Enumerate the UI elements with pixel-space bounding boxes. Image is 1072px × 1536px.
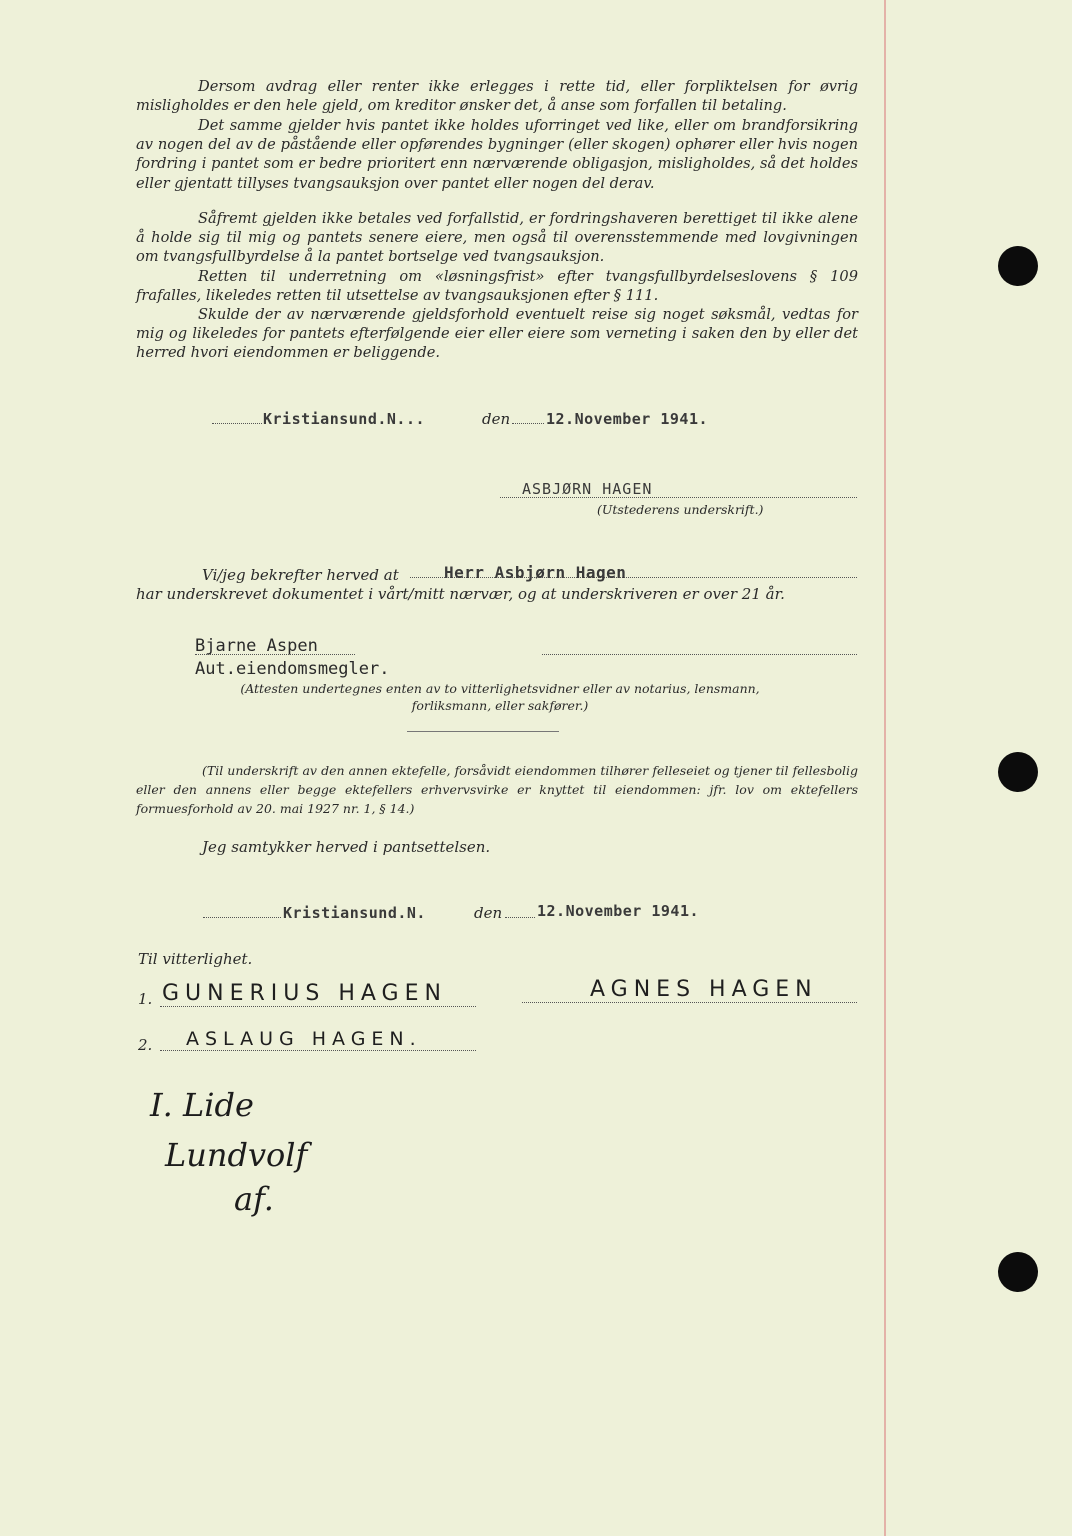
witness-1-number: 1. <box>138 990 153 1008</box>
handwritten-annotation: I. Lide <box>150 1086 254 1124</box>
spouse-date: 12.November 1941. <box>537 902 700 920</box>
clause-default: Dersom avdrag eller renter ikke erlegges i rette tid, eller forpliktelsen for øvrig misligholdes er den hele gjeld, om kreditor ønsker det, å anse som forfallen til betaling. <box>136 78 858 115</box>
spouse-consent: Jeg samtykker herved i pantsettelsen. <box>202 838 491 856</box>
attestation-statement: har underskrevet dokumentet i vårt/mitt nærvær, og at underskriveren er over 21 år. <box>136 585 785 603</box>
issuance-den-label: den <box>482 410 511 428</box>
clause-venue: Skulde der av nærværende gjeldsforhold eventuelt reise sig noget søksmål, vedtas for mig og likeledes for pantets efterfølgende eier eller eiere som verneting i saken den by eller det herred hvori eiendommen er beliggende. <box>136 306 858 362</box>
attestation-note: (Attesten undertegnes enten av to vitterlighetsvidner eller av notarius, lensmann, forliksmann, eller sakfører.) <box>240 681 760 713</box>
dotted-line <box>160 1050 476 1051</box>
witness-name: Bjarne Aspen <box>195 636 318 656</box>
dotted-line <box>203 917 281 918</box>
signature-line <box>522 1002 857 1003</box>
clause-redemption: Retten til underretning om «løsningsfrist» efter tvangsfullbyrdelseslovens § 109 frafalles, likeledes retten til utsettelse av tvangsauksjonen efter § 111. <box>136 268 858 305</box>
witness-2-number: 2. <box>138 1036 153 1054</box>
witness-label: Til vitterlighet. <box>138 950 253 968</box>
signature-line <box>500 497 857 498</box>
spouse-place: Kristiansund.N. <box>283 904 426 922</box>
dotted-line <box>212 423 262 424</box>
witness-2-signature: ASLAUG HAGEN. <box>186 1028 422 1050</box>
issuance-place: Kristiansund.N... <box>263 410 426 428</box>
clause-maturity: Såfremt gjelden ikke betales ved forfallstid, er fordringshaveren berettiget til ikke alene å holde sig til mig og pantets senere eiere, men også til overensstemmende med lovgivningen om tvangsfullbyrdelse å la pantet bortselge ved tvangsauksjon. <box>136 210 858 266</box>
punch-hole <box>998 752 1038 792</box>
spouse-signature: AGNES HAGEN <box>590 977 818 1002</box>
punch-hole <box>998 1252 1038 1292</box>
dotted-line <box>512 423 544 424</box>
witness-1-signature: GUNERIUS HAGEN <box>162 981 447 1006</box>
attested-person: Herr Asbjørn Hagen <box>444 563 627 582</box>
divider <box>407 731 559 732</box>
spouse-note: (Til underskrift av den annen ektefelle, forsåvidt eiendommen tilhører felleseiet og tjener til fellesbolig eller den annens eller begge ektefellers erhvervsvirke er knyttet til eiendommen: jfr. lov om ektefellers formuesforhold av 20. mai 1927 nr. 1, § 14.) <box>136 763 858 816</box>
issuance-date: 12.November 1941. <box>546 410 709 428</box>
margin-rule <box>884 0 886 1536</box>
handwritten-annotation: Lundvolf <box>165 1136 308 1174</box>
dotted-line <box>195 654 355 655</box>
punch-hole <box>998 246 1038 286</box>
issuer-signature-caption: (Utstederens underskrift.) <box>597 502 764 517</box>
dotted-line <box>542 654 857 655</box>
issuer-signature: ASBJØRN HAGEN <box>522 480 653 498</box>
witness-title: Aut.eiendomsmegler. <box>195 659 390 679</box>
dotted-line <box>505 917 535 918</box>
clause-insurance: Det samme gjelder hvis pantet ikke holdes uforringet ved like, eller om brandforsikring av nogen del av de påstående eller opførendes bygninger (eller skogen) ophører eller hvis nogen fordring i pantet som er bedre prioritert enn nærværende obligasjon, misligholdes, så det holdes eller gjentatt tillyses tvangsauksjon over pantet eller nogen del derav. <box>136 117 858 192</box>
spouse-den-label: den <box>474 904 503 922</box>
dotted-line <box>160 1006 476 1007</box>
attestation-prefix: Vi/jeg bekrefter herved at <box>202 566 399 584</box>
handwritten-annotation: af. <box>234 1180 274 1218</box>
